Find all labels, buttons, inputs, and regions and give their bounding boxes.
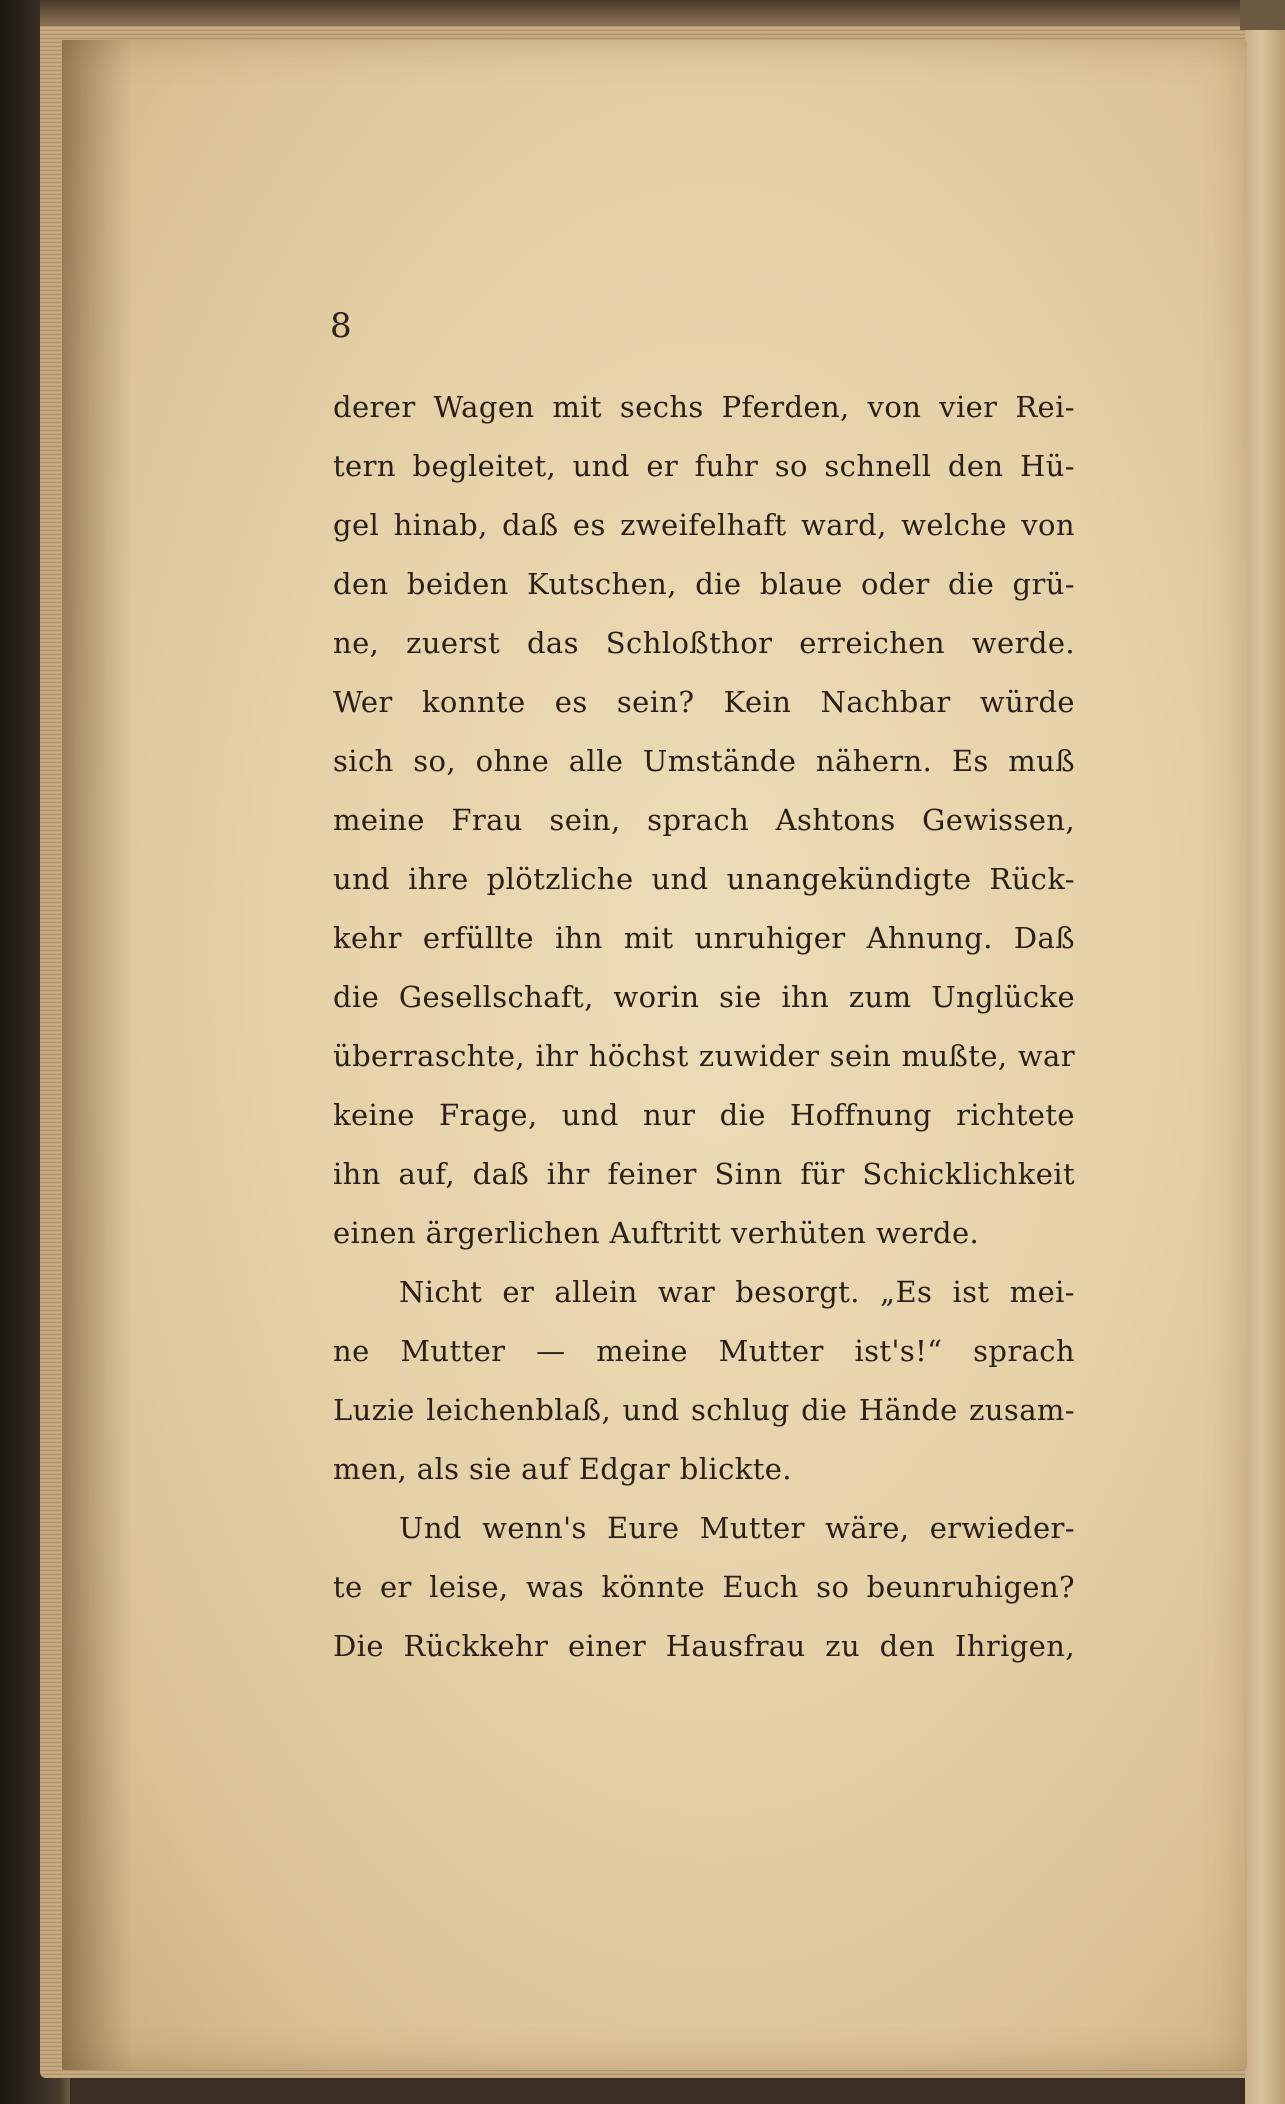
text-line: und ihre plötzliche und unangekündigte Rück- [333,862,1075,896]
text-line: kehr erfüllte ihn mit unruhiger Ahnung. Daß [333,921,1075,955]
text-line: die Gesellschaft, worin sie ihn zum Unglücke [333,980,1075,1014]
text-line: überraschte, ihr höchst zuwider sein mußte, war [333,1039,1075,1073]
text-line: ne, zuerst das Schloßthor erreichen werde. [333,626,1075,660]
text-line: derer Wagen mit sechs Pferden, von vier Rei- [333,390,1075,424]
text-line: meine Frau sein, sprach Ashtons Gewissen, [333,803,1075,837]
text-line: sich so, ohne alle Umstände nähern. Es muß [333,744,1075,778]
text-line: ihn auf, daß ihr feiner Sinn für Schicklichkeit [333,1157,1075,1191]
body-text [333,378,1075,1676]
page-number: 8 [330,306,352,346]
text-line: ne Mutter — meine Mutter ist's!“ sprach [333,1334,1075,1368]
text-line: einen ärgerlichen Auftritt verhüten werde. [333,1216,980,1250]
text-line: den beiden Kutschen, die blaue oder die grü- [333,567,1075,601]
text-line: Die Rückkehr einer Hausfrau zu den Ihrigen, [333,1629,1075,1663]
text-line: tern begleitet, und er fuhr so schnell den Hü- [333,449,1075,483]
corner-fold [1240,0,1285,30]
text-line: men, als sie auf Edgar blickte. [333,1452,792,1486]
gutter-shadow [62,40,132,2070]
facing-page-edge [1245,20,1285,2104]
text-line: te er leise, was könnte Euch so beunruhigen? [333,1570,1075,1604]
text-line: Und wenn's Eure Mutter wäre, erwieder- [399,1511,1075,1545]
text-line: keine Frage, und nur die Hoffnung richtete [333,1098,1075,1132]
text-line: Wer konnte es sein? Kein Nachbar würde [333,685,1075,719]
text-line: Luzie leichenblaß, und schlug die Hände zusam- [333,1393,1075,1427]
text-line: Nicht er allein war besorgt. „Es ist mei- [399,1275,1075,1309]
binding-top-strip [40,0,1245,26]
text-line: gel hinab, daß es zweifelhaft ward, welche von [333,508,1075,542]
